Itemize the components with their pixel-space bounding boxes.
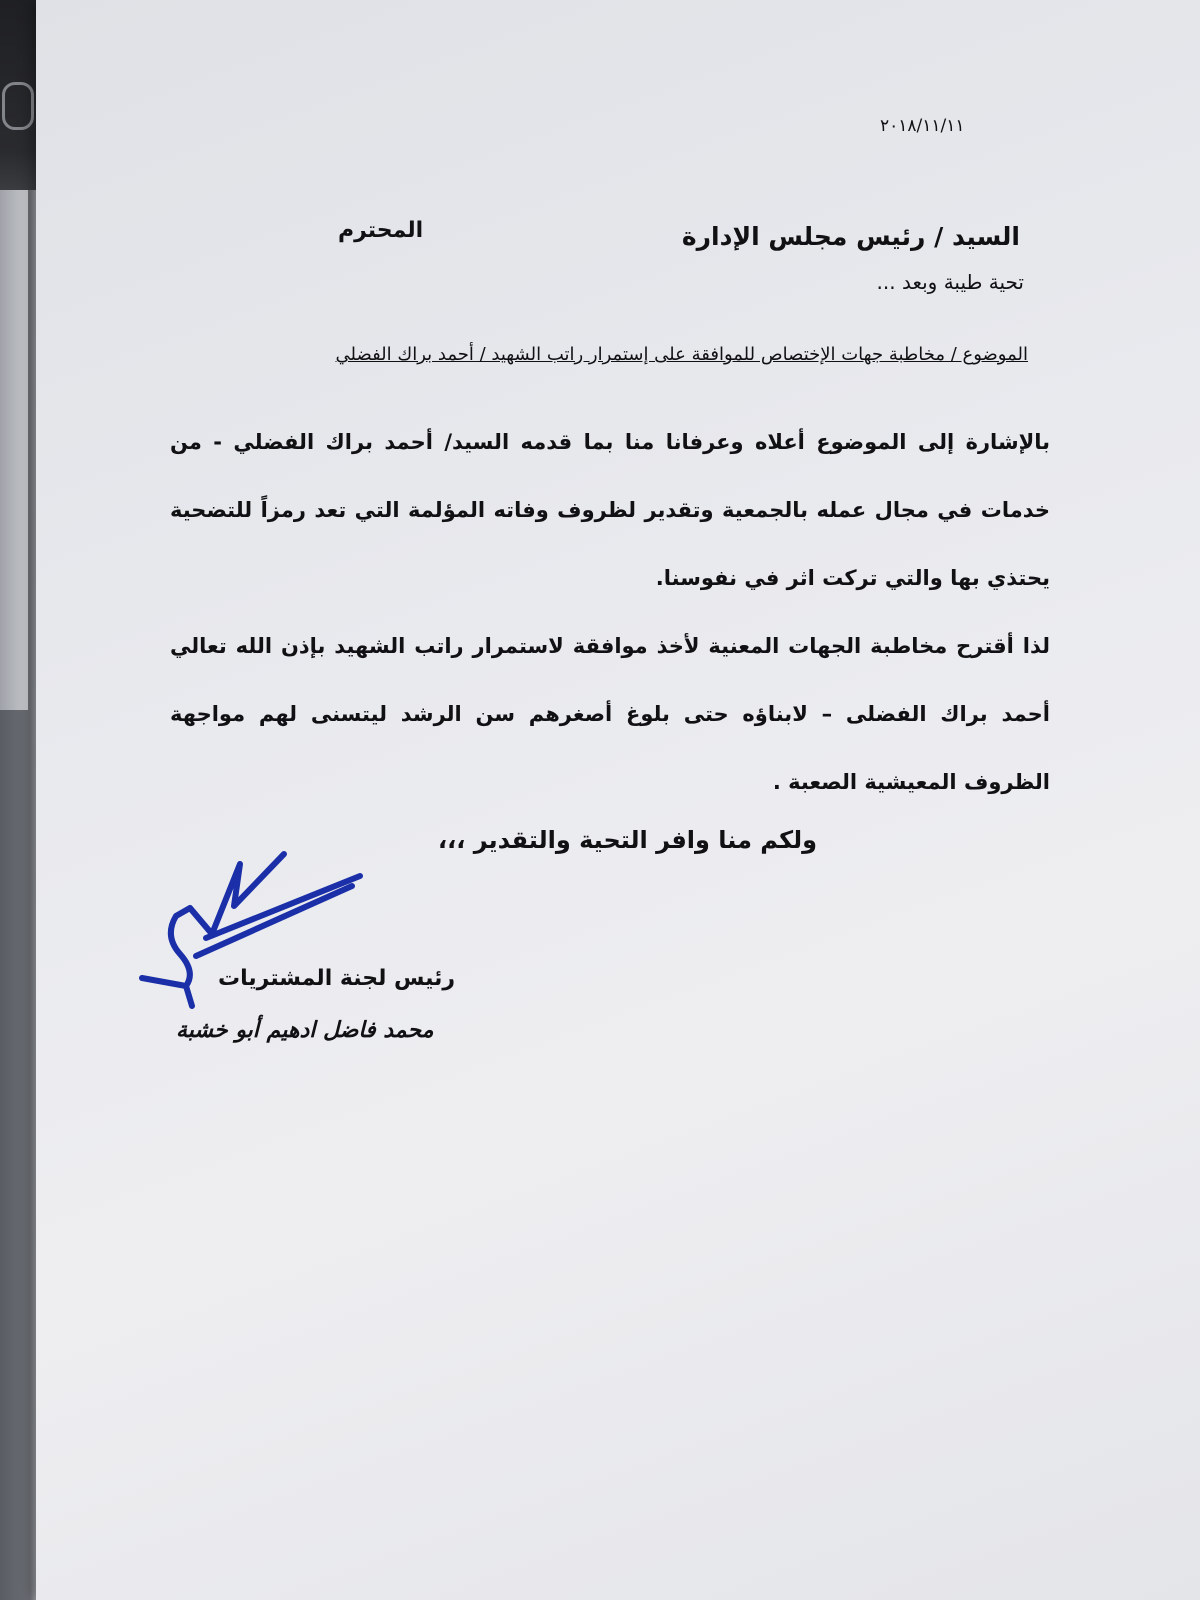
signer-name: محمد فاضل ادهيم أبو خشبة xyxy=(176,1018,434,1043)
subject-line: الموضوع / مخاطبة جهات الإختصاص للموافقة على إستمرار راتب الشهيد / أحمد براك الفضلي xyxy=(335,344,1028,365)
closing-line: ولكم منا وافر التحية والتقدير ،،، xyxy=(438,826,818,854)
letter-date: ٢٠١٨/١١/١١ xyxy=(880,116,965,136)
underlying-page xyxy=(0,190,28,710)
paragraph-1: بالإشارة إلى الموضوع أعلاه وعرفانا منا بما قدمه السيد/ أحمد براك الفضلي - من خدمات في مجال عمله بالجمعية وتقدير لظروف وفاته المؤلمة التي تعد رمزاً للتضحية يحتذي بها والتي تركت اثر في نفوسنا. xyxy=(170,430,1050,590)
paragraph-2: لذا أقترح مخاطبة الجهات المعنية لأخذ موافقة لاستمرار راتب الشهيد بإذن الله تعالي أحمد براك الفضلى – لابناؤه حتى بلوغ أصغرهم سن الرشد ليتسنى لهم مواجهة الظروف المعيشية الصعبة . xyxy=(170,634,1050,794)
partial-logo-icon xyxy=(2,82,34,130)
desk-edge xyxy=(0,0,40,190)
addressee: السيد / رئيس مجلس الإدارة xyxy=(681,222,1020,251)
honorific: المحترم xyxy=(338,218,424,243)
signer-title: رئيس لجنة المشتريات xyxy=(218,966,455,991)
letter-body xyxy=(170,408,1050,816)
greeting: تحية طيبة وبعد ... xyxy=(876,270,1024,294)
